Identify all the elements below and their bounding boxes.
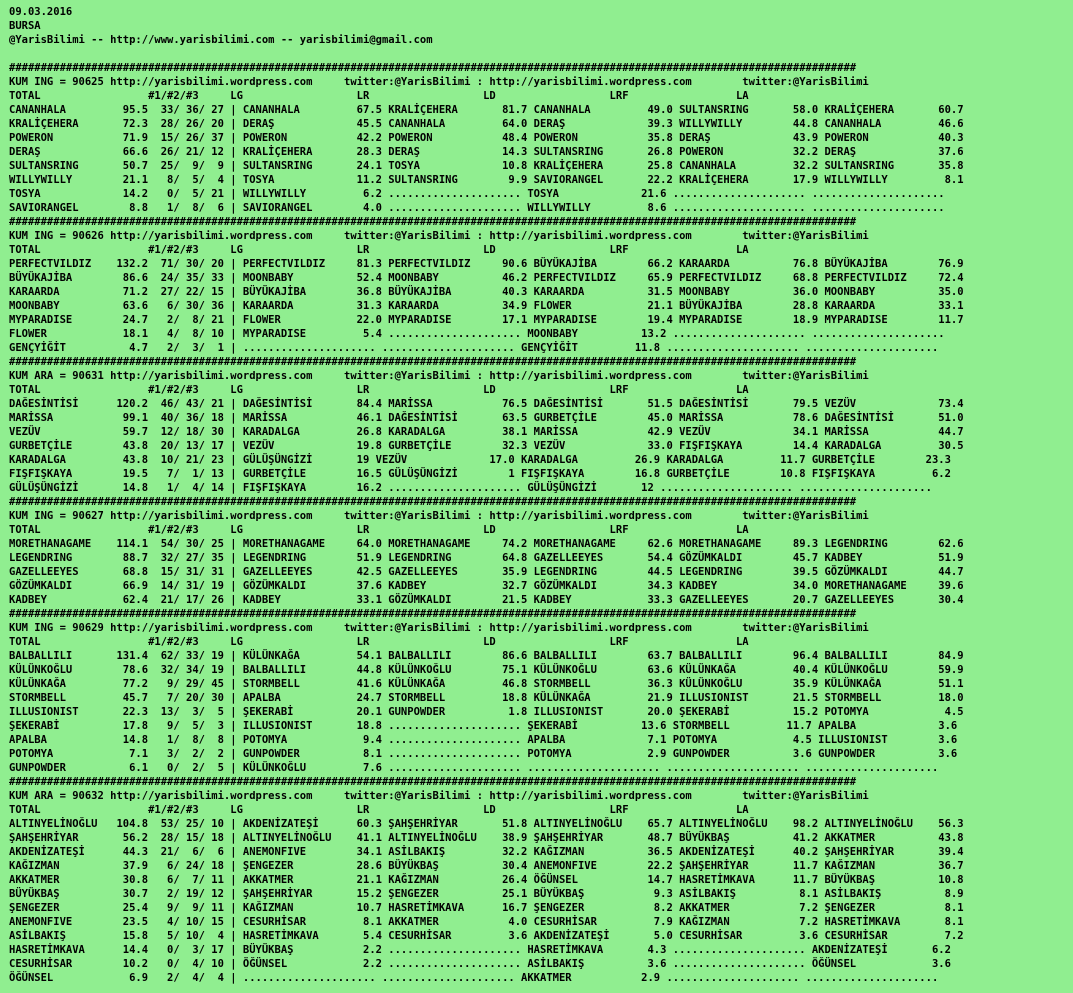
divider-line: ###################################################################################################################################### xyxy=(9,216,857,228)
result-row: STORMBELL 45.7 7/ 20/ 30 | APALBA 24.7 STORMBELL 18.8 KÜLÜNKAĞA 21.9 ILLUSIONIST 21.5 STORMBELL 18.0 xyxy=(9,692,964,704)
result-row: BÜYÜKAJİBA 86.6 24/ 35/ 33 | MOONBABY 52.4 MOONBABY 46.2 PERFECTVILDIZ 65.9 PERFECTVILDIZ 68.8 PERFECTVILDIZ 72.4 xyxy=(9,272,964,284)
result-row: GUNPOWDER 6.1 0/ 2/ 5 | KÜLÜNKOĞLU 7.6 ..................... ..................... ..................... ..................... xyxy=(9,762,939,774)
race-block xyxy=(9,355,964,495)
result-row: ALTINYELİNOĞLU 104.8 53/ 25/ 10 | AKDENİZATEŞİ 60.3 ŞAHŞEHRİYAR 51.8 ALTINYELİNOĞLU 65.7 ALTINYELİNOĞLU 98.2 ALTINYELİNOĞLU 56.3 xyxy=(9,818,964,830)
result-row: MARİSSA 99.1 40/ 36/ 18 | MARİSSA 46.1 DAĞESİNTİSİ 63.5 GURBETÇİLE 45.0 MARİSSA 78.6 DAĞESİNTİSİ 51.0 xyxy=(9,412,964,424)
result-row: ŞAHŞEHRİYAR 56.2 28/ 15/ 18 | ALTINYELİNOĞLU 41.1 ALTINYELİNOĞLU 38.9 ŞAHŞEHRİYAR 48.7 BÜYÜKBAŞ 41.2 AKKATMER 43.8 xyxy=(9,832,964,844)
result-row: ŞENGEZER 25.4 9/ 9/ 11 | KAĞIZMAN 10.7 HASRETİMKAVA 16.7 ŞENGEZER 8.2 AKKATMER 7.2 ŞENGEZER 8.1 xyxy=(9,902,964,914)
divider-line: ###################################################################################################################################### xyxy=(9,356,857,368)
result-row: KÜLÜNKAĞA 77.2 9/ 29/ 45 | STORMBELL 41.6 KÜLÜNKAĞA 46.8 STORMBELL 36.3 KÜLÜNKOĞLU 35.9 KÜLÜNKAĞA 51.1 xyxy=(9,678,964,690)
report-city: BURSA xyxy=(9,20,41,32)
result-row: TOSYA 14.2 0/ 5/ 21 | WILLYWILLY 6.2 ..................... TOSYA 21.6 ..................... ..................... xyxy=(9,188,945,200)
blank-line xyxy=(9,47,964,61)
divider-line: ###################################################################################################################################### xyxy=(9,608,857,620)
result-row: DERAŞ 66.6 26/ 21/ 12 | KRALİÇEHERA 28.3 DERAŞ 14.3 SULTANSRING 26.8 POWERON 32.2 DERAŞ 37.6 xyxy=(9,146,964,158)
result-row: HASRETİMKAVA 14.4 0/ 3/ 17 | BÜYÜKBAŞ 2.2 ..................... HASRETİMKAVA 4.3 ..................... AKDENİZATEŞİ 6.2 xyxy=(9,944,951,956)
report-date: 09.03.2016 xyxy=(9,6,73,18)
result-row: CANANHALA 95.5 33/ 36/ 27 | CANANHALA 67.5 KRALİÇEHERA 81.7 CANANHALA 49.0 SULTANSRING 58.0 KRALİÇEHERA 60.7 xyxy=(9,104,964,116)
race-block xyxy=(9,495,964,607)
result-row: ÖĞÜNSEL 6.9 2/ 4/ 4 | ..................... ..................... AKKATMER 2.9 ..................... ..................... xyxy=(9,972,939,984)
result-row: ASİLBAKIŞ 15.8 5/ 10/ 4 | HASRETİMKAVA 5.4 CESURHİSAR 3.6 AKDENİZATEŞİ 5.0 CESURHİSAR 3.6 CESURHİSAR 7.2 xyxy=(9,930,964,942)
result-row: ANEMONFIVE 23.5 4/ 10/ 15 | CESURHİSAR 8.1 AKKATMER 4.0 CESURHİSAR 7.9 KAĞIZMAN 7.2 HASRETİMKAVA 8.1 xyxy=(9,916,964,928)
race-block xyxy=(9,775,964,985)
result-row: WILLYWILLY 21.1 8/ 5/ 4 | TOSYA 11.2 SULTANSRING 9.9 SAVIORANGEL 22.2 KRALİÇEHERA 17.9 WILLYWILLY 8.1 xyxy=(9,174,964,186)
result-row: POWERON 71.9 15/ 26/ 37 | POWERON 42.2 POWERON 48.4 POWERON 35.8 DERAŞ 43.9 POWERON 40.3 xyxy=(9,132,964,144)
divider-line: ###################################################################################################################################### xyxy=(9,496,857,508)
column-header-row: TOTAL #1/#2/#3 LG LR LD LRF LA xyxy=(9,244,749,256)
race-block xyxy=(9,215,964,355)
result-row: ŞEKERABİ 17.8 9/ 5/ 3 | ILLUSIONIST 18.8 ..................... ŞEKERABİ 13.6 STORMBELL 11.7 APALBA 3.6 xyxy=(9,720,958,732)
result-row: GÜLÜŞÜNGİZİ 14.8 1/ 4/ 14 | FIŞFIŞKAYA 16.2 ..................... GÜLÜŞÜNGİZİ 12 ..................... ..................... xyxy=(9,482,932,494)
result-row: GAZELLEEYES 68.8 15/ 31/ 31 | GAZELLEEYES 42.5 GAZELLEEYES 35.9 LEGENDRING 44.5 LEGENDRING 39.5 GÖZÜMKALDI 44.7 xyxy=(9,566,964,578)
result-row: KADBEY 62.4 21/ 17/ 26 | KADBEY 33.1 GÖZÜMKALDI 21.5 KADBEY 33.3 GAZELLEEYES 20.7 GAZELLEEYES 30.4 xyxy=(9,594,964,606)
result-row: POTOMYA 7.1 3/ 2/ 2 | GUNPOWDER 8.1 ..................... POTOMYA 2.9 GUNPOWDER 3.6 GUNPOWDER 3.6 xyxy=(9,748,958,760)
result-row: AKKATMER 30.8 6/ 7/ 11 | AKKATMER 21.1 KAĞIZMAN 26.4 ÖĞÜNSEL 14.7 HASRETİMKAVA 11.7 BÜYÜKBAŞ 10.8 xyxy=(9,874,964,886)
result-row: MYPARADISE 24.7 2/ 8/ 21 | FLOWER 22.0 MYPARADISE 17.1 MYPARADISE 19.4 MYPARADISE 18.9 MYPARADISE 11.7 xyxy=(9,314,964,326)
result-row: GENÇYİĞİT 4.7 2/ 3/ 1 | ..................... ..................... GENÇYİĞİT 11.8 ..................... ..................... xyxy=(9,342,939,354)
result-row: SAVIORANGEL 8.8 1/ 8/ 6 | SAVIORANGEL 4.0 ..................... WILLYWILLY 8.6 ..................... ..................... xyxy=(9,202,945,214)
result-row: AKDENİZATEŞİ 44.3 21/ 6/ 6 | ANEMONFIVE 34.1 ASİLBAKIŞ 32.2 KAĞIZMAN 36.5 AKDENİZATEŞİ 40.2 ŞAHŞEHRİYAR 39.4 xyxy=(9,846,964,858)
result-row: LEGENDRING 88.7 32/ 27/ 35 | LEGENDRING 51.9 LEGENDRING 64.8 GAZELLEEYES 54.4 GÖZÜMKALDI 45.7 KADBEY 51.9 xyxy=(9,552,964,564)
race-title: KUM ING = 90629 http://yarisbilimi.wordpress.com twitter:@YarisBilimi : http://yarisbilimi.wordpress.com twitter:@YarisBilimi xyxy=(9,622,869,634)
result-row: MORETHANAGAME 114.1 54/ 30/ 25 | MORETHANAGAME 64.0 MORETHANAGAME 74.2 MORETHANAGAME 62.6 MORETHANAGAME 89.3 LEGENDRING 62.6 xyxy=(9,538,964,550)
race-list xyxy=(9,61,964,985)
divider-line: ###################################################################################################################################### xyxy=(9,62,857,74)
race-title: KUM ING = 90627 http://yarisbilimi.wordpress.com twitter:@YarisBilimi : http://yarisbilimi.wordpress.com twitter:@YarisBilimi xyxy=(9,510,869,522)
result-row: KÜLÜNKOĞLU 78.6 32/ 34/ 19 | BALBALLILI 44.8 KÜLÜNKOĞLU 75.1 KÜLÜNKOĞLU 63.6 KÜLÜNKAĞA 40.4 KÜLÜNKOĞLU 59.9 xyxy=(9,664,964,676)
result-row: CESURHİSAR 10.2 0/ 4/ 10 | ÖĞÜNSEL 2.2 ..................... ASİLBAKIŞ 3.6 ..................... ÖĞÜNSEL 3.6 xyxy=(9,958,951,970)
result-row: GÖZÜMKALDI 66.9 14/ 31/ 19 | GÖZÜMKALDI 37.6 KADBEY 32.7 GÖZÜMKALDI 34.3 KADBEY 34.0 MORETHANAGAME 39.6 xyxy=(9,580,964,592)
contact-line: @YarisBilimi -- http://www.yarisbilimi.com -- yarisbilimi@gmail.com xyxy=(9,34,433,46)
race-title: KUM ING = 90626 http://yarisbilimi.wordpress.com twitter:@YarisBilimi : http://yarisbilimi.wordpress.com twitter:@YarisBilimi xyxy=(9,230,869,242)
result-row: KAĞIZMAN 37.9 6/ 24/ 18 | ŞENGEZER 28.6 BÜYÜKBAŞ 30.4 ANEMONFIVE 22.2 ŞAHŞEHRİYAR 11.7 KAĞIZMAN 36.7 xyxy=(9,860,964,872)
race-block xyxy=(9,607,964,775)
result-row: MOONBABY 63.6 6/ 30/ 36 | KARAARDA 31.3 KARAARDA 34.9 FLOWER 21.1 BÜYÜKAJİBA 28.8 KARAARDA 33.1 xyxy=(9,300,964,312)
result-row: KARADALGA 43.8 10/ 21/ 23 | GÜLÜŞÜNGİZİ 19 VEZÜV 17.0 KARADALGA 26.9 KARADALGA 11.7 GURBETÇİLE 23.3 xyxy=(9,454,951,466)
report-sheet xyxy=(9,5,964,985)
column-header-row: TOTAL #1/#2/#3 LG LR LD LRF LA xyxy=(9,384,749,396)
result-row: BALBALLILI 131.4 62/ 33/ 19 | KÜLÜNKAĞA 54.1 BALBALLILI 86.6 BALBALLILI 63.7 BALBALLILI 96.4 BALBALLILI 84.9 xyxy=(9,650,964,662)
result-row: BÜYÜKBAŞ 30.7 2/ 19/ 12 | ŞAHŞEHRİYAR 15.2 ŞENGEZER 25.1 BÜYÜKBAŞ 9.3 ASİLBAKIŞ 8.1 ASİLBAKIŞ 8.9 xyxy=(9,888,964,900)
race-title: KUM ARA = 90631 http://yarisbilimi.wordpress.com twitter:@YarisBilimi : http://yarisbilimi.wordpress.com twitter:@YarisBilimi xyxy=(9,370,869,382)
race-block xyxy=(9,61,964,215)
result-row: KARAARDA 71.2 27/ 22/ 15 | BÜYÜKAJİBA 36.8 BÜYÜKAJİBA 40.3 KARAARDA 31.5 MOONBABY 36.0 MOONBABY 35.0 xyxy=(9,286,964,298)
result-row: APALBA 14.8 1/ 8/ 8 | POTOMYA 9.4 ..................... APALBA 7.1 POTOMYA 4.5 ILLUSIONIST 3.6 xyxy=(9,734,958,746)
divider-line: ###################################################################################################################################### xyxy=(9,776,857,788)
result-row: KRALİÇEHERA 72.3 28/ 26/ 20 | DERAŞ 45.5 CANANHALA 64.0 DERAŞ 39.3 WILLYWILLY 44.8 CANANHALA 46.6 xyxy=(9,118,964,130)
result-row: SULTANSRING 50.7 25/ 9/ 9 | SULTANSRING 24.1 TOSYA 10.8 KRALİÇEHERA 25.8 CANANHALA 32.2 SULTANSRING 35.8 xyxy=(9,160,964,172)
result-row: VEZÜV 59.7 12/ 18/ 30 | KARADALGA 26.8 KARADALGA 38.1 MARİSSA 42.9 VEZÜV 34.1 MARİSSA 44.7 xyxy=(9,426,964,438)
column-header-row: TOTAL #1/#2/#3 LG LR LD LRF LA xyxy=(9,636,749,648)
race-title: KUM ING = 90625 http://yarisbilimi.wordpress.com twitter:@YarisBilimi : http://yarisbilimi.wordpress.com twitter:@YarisBilimi xyxy=(9,76,869,88)
result-row: GURBETÇİLE 43.8 20/ 13/ 17 | VEZÜV 19.8 GURBETÇİLE 32.3 VEZÜV 33.0 FIŞFIŞKAYA 14.4 KARADALGA 30.5 xyxy=(9,440,964,452)
column-header-row: TOTAL #1/#2/#3 LG LR LD LRF LA xyxy=(9,90,749,102)
result-row: DAĞESİNTİSİ 120.2 46/ 43/ 21 | DAĞESİNTİSİ 84.4 MARİSSA 76.5 DAĞESİNTİSİ 51.5 DAĞESİNTİSİ 79.5 VEZÜV 73.4 xyxy=(9,398,964,410)
column-header-row: TOTAL #1/#2/#3 LG LR LD LRF LA xyxy=(9,524,749,536)
result-row: PERFECTVILDIZ 132.2 71/ 30/ 20 | PERFECTVILDIZ 81.3 PERFECTVILDIZ 90.6 BÜYÜKAJİBA 66.2 KARAARDA 76.8 BÜYÜKAJİBA 76.9 xyxy=(9,258,964,270)
race-title: KUM ARA = 90632 http://yarisbilimi.wordpress.com twitter:@YarisBilimi : http://yarisbilimi.wordpress.com twitter:@YarisBilimi xyxy=(9,790,869,802)
result-row: FIŞFIŞKAYA 19.5 7/ 1/ 13 | GURBETÇİLE 16.5 GÜLÜŞÜNGİZİ 1 FIŞFIŞKAYA 16.8 GURBETÇİLE 10.8 FIŞFIŞKAYA 6.2 xyxy=(9,468,951,480)
result-row: ILLUSIONIST 22.3 13/ 3/ 5 | ŞEKERABİ 20.1 GUNPOWDER 1.8 ILLUSIONIST 20.0 ŞEKERABİ 15.2 POTOMYA 4.5 xyxy=(9,706,964,718)
column-header-row: TOTAL #1/#2/#3 LG LR LD LRF LA xyxy=(9,804,749,816)
result-row: FLOWER 18.1 4/ 8/ 10 | MYPARADISE 5.4 ..................... MOONBABY 13.2 ..................... ..................... xyxy=(9,328,945,340)
